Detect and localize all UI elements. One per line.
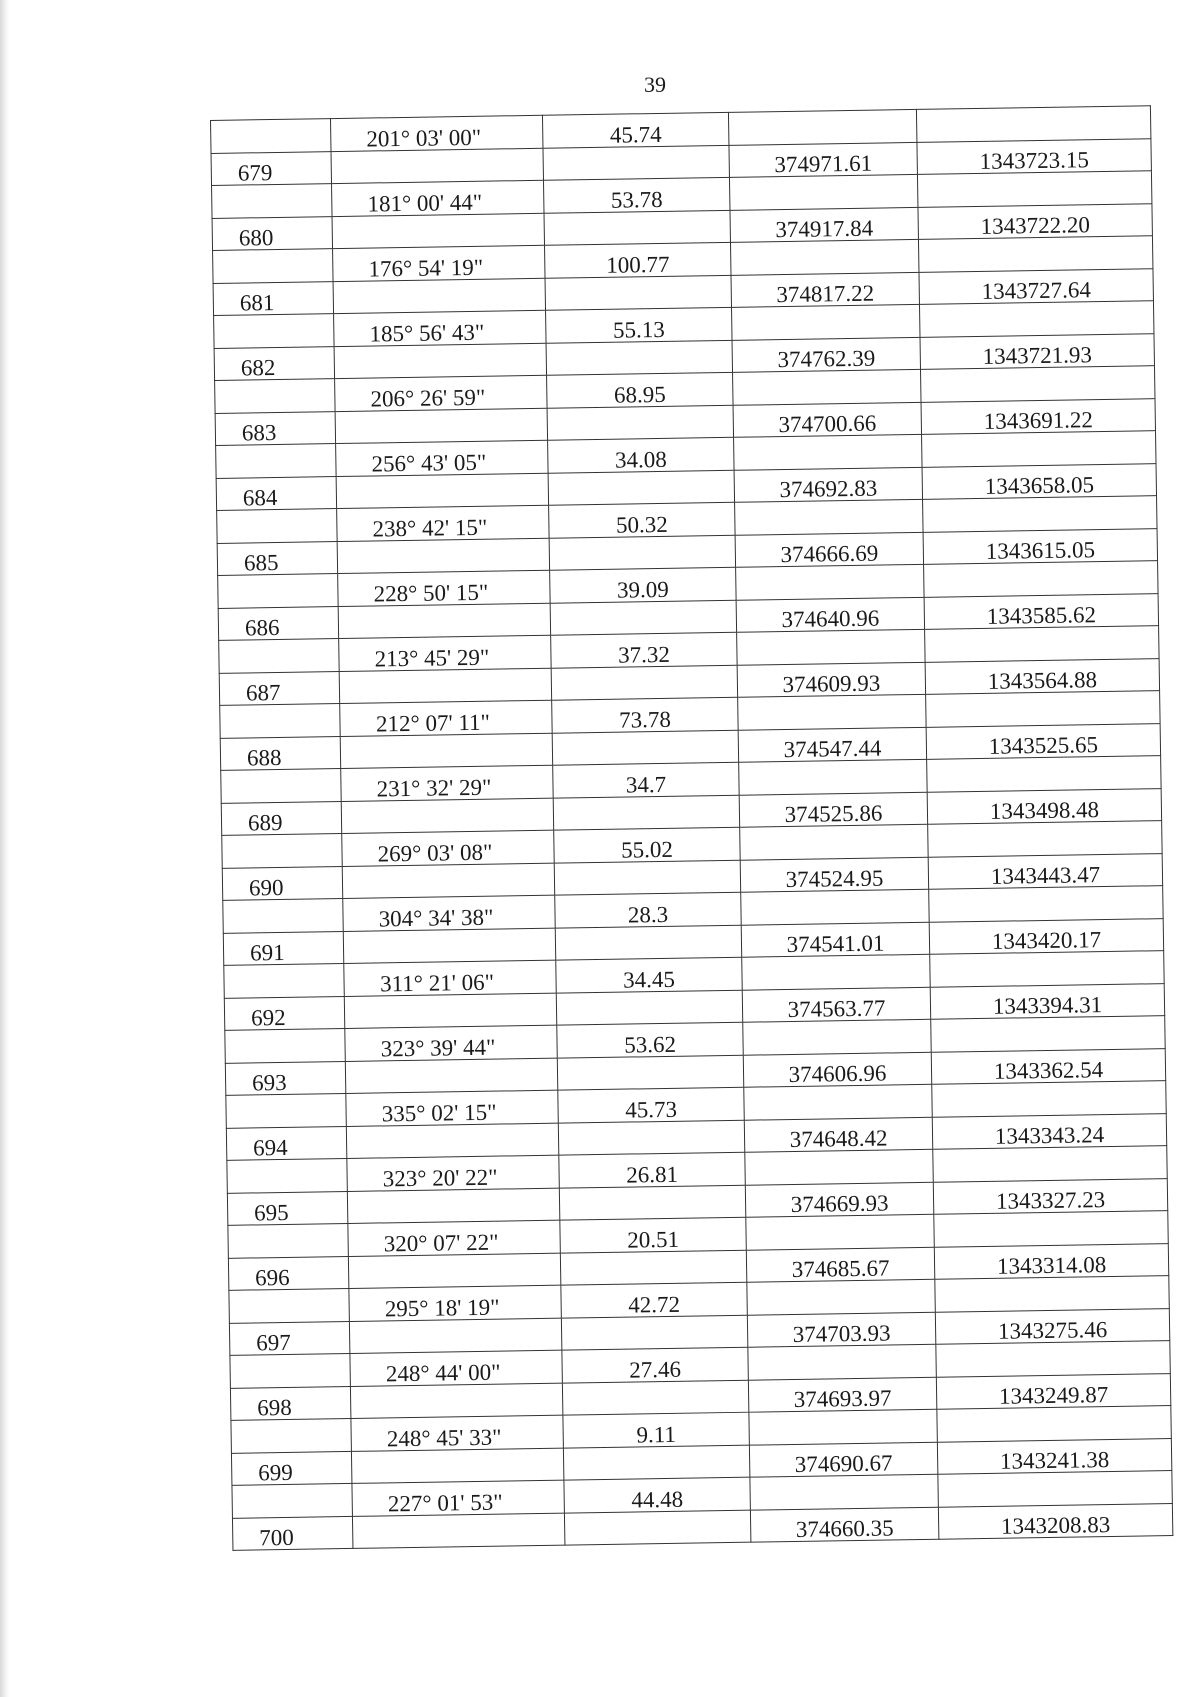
northing-cell xyxy=(930,951,1164,987)
bearing-cell xyxy=(335,408,547,444)
easting-cell xyxy=(728,109,916,144)
easting-cell: 374817.22 xyxy=(731,272,919,307)
northing-cell: 1343564.88 xyxy=(925,658,1159,694)
easting-cell: 374692.83 xyxy=(734,467,922,502)
bearing-cell: 335° 02' 15" xyxy=(346,1090,558,1126)
station-cell xyxy=(225,1028,345,1062)
bearing-cell: 206° 26' 59" xyxy=(335,375,547,411)
station-cell: 692 xyxy=(224,996,344,1030)
bearing-cell: 320° 07' 22" xyxy=(348,1220,560,1256)
easting-cell: 374703.93 xyxy=(747,1312,935,1347)
easting-cell: 374762.39 xyxy=(732,337,920,372)
distance-cell xyxy=(543,145,729,180)
northing-cell: 1343275.46 xyxy=(935,1308,1169,1344)
northing-cell: 1343721.93 xyxy=(920,333,1154,369)
easting-cell xyxy=(744,1084,932,1119)
easting-cell xyxy=(750,1474,938,1509)
bearing-cell xyxy=(346,1123,558,1159)
easting-cell: 374660.35 xyxy=(750,1507,938,1542)
station-cell: 700 xyxy=(232,1516,352,1550)
distance-cell xyxy=(546,340,732,375)
distance-cell xyxy=(559,1185,745,1220)
distance-cell xyxy=(552,730,738,765)
easting-cell xyxy=(734,434,922,469)
station-cell xyxy=(213,249,333,283)
station-cell: 689 xyxy=(221,801,341,835)
station-cell xyxy=(223,899,343,933)
distance-cell xyxy=(554,860,740,895)
northing-cell xyxy=(917,171,1151,207)
bearing-cell xyxy=(339,668,551,704)
station-cell xyxy=(217,509,337,543)
distance-cell: 34.7 xyxy=(553,762,739,797)
station-cell xyxy=(227,1158,347,1192)
distance-cell: 55.02 xyxy=(554,827,740,862)
easting-cell xyxy=(749,1409,937,1444)
bearing-cell: 176° 54' 19" xyxy=(333,245,545,281)
northing-cell: 1343615.05 xyxy=(923,528,1157,564)
northing-cell: 1343208.83 xyxy=(938,1503,1172,1539)
easting-cell xyxy=(730,239,918,274)
northing-cell xyxy=(934,1211,1168,1247)
easting-cell: 374971.61 xyxy=(729,142,917,177)
survey-table-wrapper xyxy=(210,105,1172,1551)
station-cell: 688 xyxy=(220,736,340,770)
easting-cell xyxy=(747,1279,935,1314)
station-cell: 686 xyxy=(218,606,338,640)
distance-cell: 42.72 xyxy=(561,1282,747,1317)
northing-cell: 1343394.31 xyxy=(930,983,1164,1019)
station-cell xyxy=(220,704,340,738)
station-cell xyxy=(215,379,335,413)
distance-cell xyxy=(560,1250,746,1285)
distance-cell: 45.74 xyxy=(542,112,728,147)
bearing-cell: 212° 07' 11" xyxy=(340,700,552,736)
distance-cell: 68.95 xyxy=(547,372,733,407)
station-cell xyxy=(232,1483,352,1517)
station-cell xyxy=(212,184,332,218)
distance-cell xyxy=(548,470,734,505)
easting-cell xyxy=(729,174,917,209)
northing-cell: 1343249.87 xyxy=(936,1373,1170,1409)
bearing-cell xyxy=(349,1318,561,1354)
northing-cell: 1343420.17 xyxy=(929,918,1163,954)
northing-cell xyxy=(938,1471,1172,1507)
easting-cell xyxy=(732,304,920,339)
bearing-cell xyxy=(345,1058,557,1094)
bearing-cell xyxy=(343,928,555,964)
easting-cell xyxy=(739,759,927,794)
easting-cell: 374690.67 xyxy=(749,1442,937,1477)
easting-cell xyxy=(737,629,925,664)
bearing-cell xyxy=(337,538,549,574)
northing-cell xyxy=(933,1146,1167,1182)
distance-cell: 9.11 xyxy=(563,1412,749,1447)
easting-cell: 374693.97 xyxy=(748,1377,936,1412)
bearing-cell: 323° 39' 44" xyxy=(345,1025,557,1061)
distance-cell xyxy=(558,1120,744,1155)
station-cell: 695 xyxy=(227,1191,347,1225)
distance-cell xyxy=(547,405,733,440)
bearing-cell xyxy=(331,148,543,184)
easting-cell: 374640.96 xyxy=(736,597,924,632)
bearing-cell: 181° 00' 44" xyxy=(332,180,544,216)
distance-cell xyxy=(563,1445,749,1480)
northing-cell xyxy=(925,626,1159,662)
easting-cell: 374524.95 xyxy=(740,857,928,892)
station-cell: 683 xyxy=(215,411,335,445)
station-cell: 698 xyxy=(230,1386,350,1420)
station-cell xyxy=(222,834,342,868)
bearing-cell: 311° 21' 06" xyxy=(344,960,556,996)
station-cell: 684 xyxy=(216,476,336,510)
bearing-cell xyxy=(340,733,552,769)
easting-cell xyxy=(746,1214,934,1249)
scan-edge-shadow xyxy=(0,0,10,1697)
distance-cell xyxy=(549,535,735,570)
distance-cell xyxy=(551,665,737,700)
northing-cell xyxy=(916,106,1150,142)
bearing-cell: 256° 43' 05" xyxy=(336,440,548,476)
easting-cell xyxy=(733,369,921,404)
station-cell: 687 xyxy=(219,671,339,705)
northing-cell xyxy=(932,1081,1166,1117)
distance-cell: 34.45 xyxy=(556,957,742,992)
northing-cell: 1343722.20 xyxy=(918,203,1152,239)
station-cell: 679 xyxy=(211,151,331,185)
bearing-cell: 201° 03' 00" xyxy=(330,115,542,151)
bearing-cell xyxy=(352,1513,564,1549)
distance-cell: 53.78 xyxy=(543,177,729,212)
easting-cell: 374700.66 xyxy=(733,402,921,437)
northing-cell: 1343585.62 xyxy=(924,593,1158,629)
easting-cell: 374606.96 xyxy=(743,1052,931,1087)
survey-table-body xyxy=(211,106,1173,1551)
bearing-cell: 248° 45' 33" xyxy=(351,1415,563,1451)
bearing-cell xyxy=(347,1188,559,1224)
bearing-cell: 295° 18' 19" xyxy=(349,1285,561,1321)
northing-cell: 1343525.65 xyxy=(926,723,1160,759)
distance-cell: 100.77 xyxy=(545,242,731,277)
easting-cell xyxy=(748,1344,936,1379)
distance-cell xyxy=(562,1380,748,1415)
northing-cell xyxy=(919,301,1153,337)
bearing-cell xyxy=(341,798,553,834)
easting-cell xyxy=(743,1019,931,1054)
easting-cell xyxy=(742,954,930,989)
bearing-cell xyxy=(338,603,550,639)
easting-cell: 374609.93 xyxy=(737,662,925,697)
easting-cell xyxy=(741,889,929,924)
easting-cell xyxy=(745,1149,933,1184)
northing-cell: 1343362.54 xyxy=(931,1048,1165,1084)
bearing-cell: 304° 34' 38" xyxy=(343,895,555,931)
easting-cell: 374541.01 xyxy=(741,922,929,957)
distance-cell xyxy=(550,600,736,635)
station-cell xyxy=(219,639,339,673)
bearing-cell: 231° 32' 29" xyxy=(341,765,553,801)
northing-cell: 1343498.48 xyxy=(927,788,1161,824)
station-cell: 682 xyxy=(214,346,334,380)
northing-cell xyxy=(927,756,1161,792)
northing-cell: 1343727.64 xyxy=(919,268,1153,304)
bearing-cell: 228° 50' 15" xyxy=(338,570,550,606)
easting-cell: 374917.84 xyxy=(730,207,918,242)
station-cell xyxy=(214,314,334,348)
distance-cell: 28.3 xyxy=(555,892,741,927)
distance-cell: 37.32 xyxy=(551,632,737,667)
northing-cell xyxy=(924,561,1158,597)
easting-cell: 374547.44 xyxy=(738,727,926,762)
bearing-cell xyxy=(334,343,546,379)
distance-cell: 34.08 xyxy=(548,437,734,472)
bearing-cell: 213° 45' 29" xyxy=(339,635,551,671)
bearing-cell xyxy=(342,863,554,899)
station-cell: 685 xyxy=(217,541,337,575)
station-cell xyxy=(228,1223,348,1257)
bearing-cell xyxy=(336,473,548,509)
easting-cell xyxy=(735,499,923,534)
bearing-cell: 323° 20' 22" xyxy=(347,1155,559,1191)
distance-cell xyxy=(544,210,730,245)
northing-cell: 1343443.47 xyxy=(928,853,1162,889)
station-cell: 693 xyxy=(225,1061,345,1095)
bearing-cell: 238° 42' 15" xyxy=(337,505,549,541)
station-cell: 680 xyxy=(212,216,332,250)
distance-cell: 27.46 xyxy=(562,1347,748,1382)
distance-cell: 44.48 xyxy=(564,1477,750,1512)
distance-cell: 39.09 xyxy=(550,567,736,602)
station-cell xyxy=(224,964,344,998)
northing-cell: 1343343.24 xyxy=(932,1113,1166,1149)
station-cell xyxy=(231,1418,351,1452)
northing-cell: 1343658.05 xyxy=(922,463,1156,499)
easting-cell: 374525.86 xyxy=(739,792,927,827)
bearing-cell: 269° 03' 08" xyxy=(342,830,554,866)
bearing-cell xyxy=(333,278,545,314)
station-cell xyxy=(230,1353,350,1387)
distance-cell: 50.32 xyxy=(549,502,735,537)
distance-cell xyxy=(564,1510,750,1545)
distance-cell xyxy=(561,1315,747,1350)
northing-cell: 1343241.38 xyxy=(937,1438,1171,1474)
distance-cell xyxy=(553,795,739,830)
northing-cell xyxy=(931,1016,1165,1052)
distance-cell xyxy=(555,925,741,960)
bearing-cell: 227° 01' 53" xyxy=(352,1480,564,1516)
northing-cell xyxy=(922,431,1156,467)
easting-cell xyxy=(740,824,928,859)
northing-cell xyxy=(923,496,1157,532)
distance-cell xyxy=(545,275,731,310)
northing-cell: 1343723.15 xyxy=(917,138,1151,174)
bearing-cell xyxy=(350,1383,562,1419)
northing-cell: 1343314.08 xyxy=(934,1243,1168,1279)
station-cell xyxy=(216,444,336,478)
bearing-cell xyxy=(348,1253,560,1289)
bearing-cell: 248° 44' 00" xyxy=(350,1350,562,1386)
northing-cell xyxy=(935,1276,1169,1312)
northing-cell xyxy=(937,1406,1171,1442)
northing-cell xyxy=(926,691,1160,727)
bearing-cell: 185° 56' 43" xyxy=(334,310,546,346)
easting-cell: 374666.69 xyxy=(735,532,923,567)
easting-cell xyxy=(738,694,926,729)
station-cell: 690 xyxy=(222,866,342,900)
distance-cell: 53.62 xyxy=(557,1022,743,1057)
northing-cell xyxy=(929,886,1163,922)
northing-cell xyxy=(921,366,1155,402)
station-cell: 694 xyxy=(226,1126,346,1160)
northing-cell xyxy=(936,1341,1170,1377)
station-cell: 697 xyxy=(229,1321,349,1355)
distance-cell: 26.81 xyxy=(559,1152,745,1187)
station-cell xyxy=(221,769,341,803)
distance-cell xyxy=(557,1055,743,1090)
easting-cell: 374669.93 xyxy=(745,1182,933,1217)
station-cell: 681 xyxy=(213,281,333,315)
station-cell xyxy=(218,574,338,608)
distance-cell: 45.73 xyxy=(558,1087,744,1122)
northing-cell: 1343691.22 xyxy=(921,398,1155,434)
easting-cell xyxy=(736,564,924,599)
station-cell xyxy=(229,1288,349,1322)
distance-cell: 55.13 xyxy=(546,307,732,342)
survey-coordinate-table xyxy=(210,105,1173,1551)
easting-cell: 374563.77 xyxy=(742,987,930,1022)
page-number: 39 xyxy=(644,72,666,97)
station-cell: 696 xyxy=(228,1256,348,1290)
bearing-cell xyxy=(344,993,556,1029)
station-cell: 691 xyxy=(223,931,343,965)
northing-cell: 1343327.23 xyxy=(933,1178,1167,1214)
station-cell xyxy=(211,119,331,153)
northing-cell xyxy=(918,236,1152,272)
station-cell xyxy=(226,1093,346,1127)
distance-cell: 73.78 xyxy=(552,697,738,732)
distance-cell: 20.51 xyxy=(560,1217,746,1252)
easting-cell: 374685.67 xyxy=(746,1247,934,1282)
northing-cell xyxy=(928,821,1162,857)
easting-cell: 374648.42 xyxy=(744,1117,932,1152)
bearing-cell xyxy=(332,213,544,249)
distance-cell xyxy=(556,990,742,1025)
station-cell: 699 xyxy=(231,1451,351,1485)
bearing-cell xyxy=(351,1448,563,1484)
